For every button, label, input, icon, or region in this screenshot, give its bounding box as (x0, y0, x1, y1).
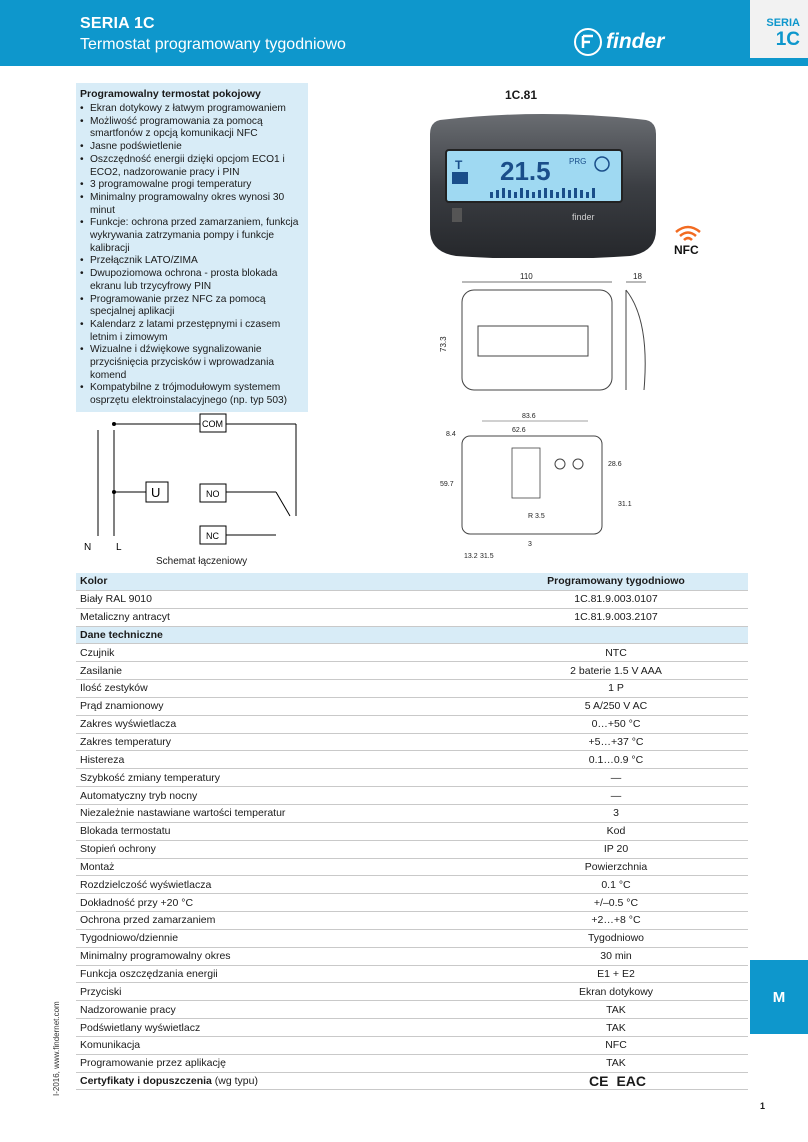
table-header-color (76, 573, 748, 591)
row-key: Komunikacja (80, 1039, 141, 1052)
row-key: Metaliczny antracyt (80, 611, 170, 624)
header-bar (0, 0, 808, 66)
table-row (76, 966, 748, 984)
table-row (76, 1037, 748, 1055)
table-row (76, 662, 748, 680)
dimension-drawing-front (436, 270, 716, 394)
table-row (76, 769, 748, 787)
row-value: TAK (606, 1021, 626, 1034)
header-key: Kolor (80, 575, 108, 588)
row-key: Automatyczny tryb nocny (80, 789, 198, 802)
feature-item: • Przełącznik LATO/ZIMA (80, 255, 304, 268)
row-key: Stopień ochrony (80, 843, 156, 856)
row-value: 0.1 °C (601, 878, 631, 891)
row-key: Blokada termostatu (80, 825, 171, 838)
feature-item: • Możliwość programowania za pomocą smartfonów z opcją komunikacji NFC (80, 116, 304, 141)
thermostat-logo: finder (572, 212, 595, 222)
finder-logo (574, 26, 694, 58)
table-row (76, 912, 748, 930)
features-box (76, 83, 308, 412)
dim-f: 31.1 (618, 501, 632, 508)
feature-item: • Minimalny programowalny okres wynosi 30 minut (80, 192, 304, 217)
lcd-t-label: T (455, 158, 463, 172)
table-row (76, 894, 748, 912)
feature-item: • Programowanie przez NFC za pomocą specjalnej aplikacji (80, 294, 304, 319)
row-value: 1 P (608, 682, 624, 695)
wiring-caption: Schemat łączeniowy (156, 556, 248, 567)
row-value: — (610, 789, 622, 802)
table-row (76, 644, 748, 662)
row-value: +/–0.5 °C (593, 896, 639, 909)
dim-width: 110 (520, 272, 533, 281)
row-key: Ochrona przed zamarzaniem (80, 914, 216, 927)
row-key: Czujnik (80, 646, 115, 659)
lcd-temperature: 21.5 (500, 156, 551, 186)
circuit-no: NO (206, 489, 220, 499)
eac-mark-icon: EAC (616, 1073, 647, 1090)
thermostat-slot (452, 208, 462, 222)
cert-key (80, 1075, 258, 1087)
row-value: E1 + E2 (597, 967, 635, 980)
dim-d: 59.7 (440, 481, 454, 488)
row-key: Biały RAL 9010 (80, 593, 152, 606)
table-row (76, 1019, 748, 1037)
row-key: Zakres temperatury (80, 736, 172, 749)
circuit-nc: NC (206, 531, 219, 541)
row-key: Ilość zestyków (80, 682, 148, 695)
row-key: Przyciski (80, 985, 122, 998)
dim-a: 83.6 (522, 413, 536, 420)
row-key: Rozdzielczość wyświetlacza (80, 878, 212, 891)
nfc-icon (668, 222, 708, 256)
table-row (76, 680, 748, 698)
circuit-com: COM (202, 419, 223, 429)
dim-b: 62.6 (512, 427, 526, 434)
dimension-drawing-back (438, 406, 638, 564)
table-row (76, 591, 748, 609)
series-title: SERIA 1C (80, 15, 155, 32)
row-key: Funkcja oszczędzania energii (80, 967, 218, 980)
dim-h: 13.2 (464, 553, 478, 560)
table-row (76, 1001, 748, 1019)
row-value: 30 min (600, 950, 632, 963)
row-value: NFC (605, 1039, 627, 1052)
ce-mark-icon: CE (589, 1073, 609, 1090)
row-value: Ekran dotykowy (578, 985, 654, 998)
table-row (76, 948, 748, 966)
row-value: 3 (613, 807, 619, 820)
circuit-l: L (116, 542, 122, 553)
row-value: NTC (605, 646, 627, 659)
row-key: Niezależnie nastawiane wartości temperatur (80, 807, 286, 820)
table-row (76, 859, 748, 877)
row-key: Montaż (80, 860, 115, 873)
table-row (76, 876, 748, 894)
table-row (76, 609, 748, 627)
feature-item: • Kompatybilne z trójmodułowym systemem osprzętu elektroinstalacyjnego (np. typ 503) (80, 382, 304, 407)
dim-i: 31.5 (480, 553, 494, 560)
dim-e: 28.6 (608, 461, 622, 468)
series-subtitle: Termostat programowany tygodniowo (80, 36, 346, 53)
row-value: IP 20 (603, 843, 629, 856)
table-row (76, 805, 748, 823)
cert-logos (589, 1073, 646, 1089)
row-value: 1C.81.9.003.2107 (574, 611, 658, 624)
row-key: Zakres wyświetlacza (80, 718, 177, 731)
table-row (76, 734, 748, 752)
side-tab-m: M (750, 960, 808, 1034)
table-row (76, 1055, 748, 1073)
row-key: Histereza (80, 753, 125, 766)
finder-logo-text: finder (606, 30, 665, 53)
row-key: Nadzorowanie pracy (80, 1003, 176, 1016)
footer-vertical-text: I-2016, www.findernet.com (52, 1001, 61, 1096)
row-key: Dokładność przy +20 °C (80, 896, 194, 909)
row-key: Tygodniowo/dziennie (80, 932, 179, 945)
spec-table (76, 573, 748, 1090)
table-row (76, 930, 748, 948)
row-value: TAK (606, 1057, 626, 1070)
dim-height: 73.3 (439, 336, 448, 352)
table-row (76, 823, 748, 841)
feature-item: • Jasne podświetlenie (80, 141, 304, 154)
dim-c: 8.4 (446, 431, 456, 438)
nfc-label: NFC (674, 243, 699, 256)
row-value: Tygodniowo (587, 932, 645, 945)
table-row (76, 787, 748, 805)
cert-row (76, 1073, 748, 1091)
table-row (76, 841, 748, 859)
feature-item: • Dwupoziomowa ochrona - prosta blokada ekranu lub trzycyfrowy PIN (80, 268, 304, 293)
finder-logo-icon (574, 28, 602, 56)
feature-item: • Funkcje: ochrona przed zamarzaniem, funkcja wykrywania zatrzymania pompy i funkcje kalibracji (80, 217, 304, 255)
row-key: Szybkość zmiany temperatury (80, 771, 221, 784)
dim-depth: 18 (633, 272, 642, 281)
row-value: 2 baterie 1.5 V AAA (570, 664, 662, 677)
model-label: 1C.81 (505, 88, 538, 102)
feature-item: • Kalendarz z latami przestępnymi i czasem letnim i zimowym (80, 319, 304, 344)
header-value: Programowany tygodniowo (547, 575, 685, 588)
circuit-n: N (84, 542, 92, 553)
series-tab-label: SERIA (766, 17, 800, 29)
circuit-u: U (151, 485, 161, 500)
series-tab-number: 1C (775, 29, 800, 50)
lcd-prg: PRG (569, 157, 587, 166)
feature-item: • Wizualne i dźwiękowe sygnalizowanie przyciśnięcia przycisków i wprowadzania komend (80, 344, 304, 382)
series-tab (750, 0, 808, 58)
tech-header-label: Dane techniczne (80, 628, 163, 641)
row-value: +5…+37 °C (588, 736, 644, 749)
table-row (76, 716, 748, 734)
thermostat-image (430, 112, 656, 258)
table-row (76, 751, 748, 769)
row-value: 1C.81.9.003.0107 (574, 593, 658, 606)
table-row (76, 983, 748, 1001)
feature-item: • Ekran dotykowy z łatwym programowaniem (80, 103, 304, 116)
row-value: 0.1…0.9 °C (588, 753, 644, 766)
table-header-tech (76, 627, 748, 645)
page-number: 1 (760, 1101, 766, 1111)
wiring-diagram (80, 406, 310, 572)
row-key: Prąd znamionowy (80, 700, 164, 713)
feature-item: • 3 programowalne progi temperatury (80, 179, 304, 192)
cert-label: Certyfikaty i dopuszczenia (80, 1075, 212, 1088)
row-key: Zasilanie (80, 664, 123, 677)
lcd-hand-icon (452, 172, 468, 184)
dim-g: 3 (528, 541, 532, 548)
row-value: Powierzchnia (584, 860, 648, 873)
row-value: 5 A/250 V AC (584, 700, 648, 713)
row-key: Minimalny programowalny okres (80, 950, 231, 963)
row-value: TAK (606, 1003, 626, 1016)
cert-suffix: (wg typu) (214, 1075, 258, 1088)
row-value: — (610, 771, 622, 784)
table-row (76, 698, 748, 716)
feature-item: • Oszczędność energii dzięki opcjom ECO1 i ECO2, nadzorowanie pracy i PIN (80, 154, 304, 179)
features-list (80, 103, 304, 408)
row-value: +2…+8 °C (591, 914, 641, 927)
dim-r: R 3.5 (528, 513, 545, 520)
row-value: Kod (606, 825, 626, 838)
features-title: Programowalny termostat pokojowy (80, 88, 261, 100)
row-key: Podświetlany wyświetlacz (80, 1021, 201, 1034)
row-value: 0…+50 °C (591, 718, 641, 731)
row-key: Programowanie przez aplikację (80, 1057, 226, 1070)
